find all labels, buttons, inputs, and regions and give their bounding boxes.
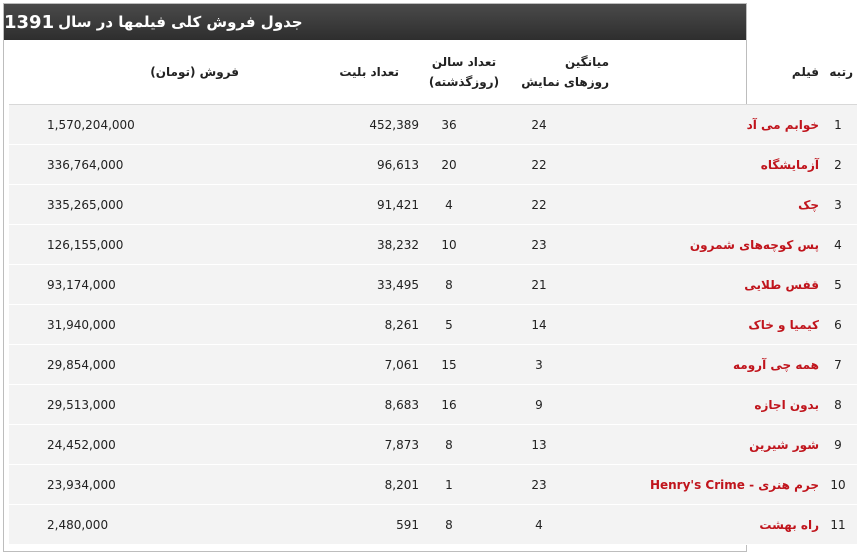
cell-rank: 6: [819, 305, 857, 345]
film-title-link[interactable]: قفس طلایی: [609, 265, 819, 305]
cell-sales: 336,764,000: [9, 145, 289, 185]
cell-tickets: 7,061: [289, 345, 419, 385]
cell-rank: 7: [819, 345, 857, 385]
cell-avg-days: 13: [509, 425, 609, 465]
table-row: [9, 105, 857, 145]
film-title-link[interactable]: پس کوچه‌های شمرون: [609, 225, 819, 265]
film-title-link[interactable]: آزمایشگاه: [609, 145, 819, 185]
film-title-link[interactable]: چک: [609, 185, 819, 225]
cell-halls: 36: [419, 105, 509, 145]
cell-tickets: 452,389: [289, 105, 419, 145]
cell-rank: 3: [819, 185, 857, 225]
header-halls: تعداد سالن (روزگذشته): [419, 40, 509, 105]
cell-halls: 1: [419, 465, 509, 505]
cell-halls: 5: [419, 305, 509, 345]
table-title-bar: [4, 4, 746, 40]
cell-tickets: 38,232: [289, 225, 419, 265]
cell-halls: 8: [419, 265, 509, 305]
box-office-table: [9, 40, 857, 545]
cell-tickets: 33,495: [289, 265, 419, 305]
cell-rank: 5: [819, 265, 857, 305]
sales-table-panel: [3, 3, 853, 552]
cell-halls: 8: [419, 425, 509, 465]
cell-halls: 16: [419, 385, 509, 425]
table-row: [9, 265, 857, 305]
cell-rank: 4: [819, 225, 857, 265]
cell-avg-days: 23: [509, 465, 609, 505]
cell-rank: 11: [819, 505, 857, 545]
header-sales: فروش (تومان): [9, 40, 289, 105]
film-title-link[interactable]: خوابم می آد: [609, 105, 819, 145]
table-row: [9, 385, 857, 425]
cell-sales: 2,480,000: [9, 505, 289, 545]
table-row: [9, 345, 857, 385]
table-row: [9, 305, 857, 345]
table-row: [9, 465, 857, 505]
film-title-link[interactable]: بدون اجازه: [609, 385, 819, 425]
cell-tickets: 96,613: [289, 145, 419, 185]
cell-sales: 31,940,000: [9, 305, 289, 345]
cell-sales: 335,265,000: [9, 185, 289, 225]
cell-rank: 2: [819, 145, 857, 185]
cell-halls: 10: [419, 225, 509, 265]
cell-tickets: 7,873: [289, 425, 419, 465]
cell-avg-days: 3: [509, 345, 609, 385]
table-title: جدول فروش کلی فیلمها در سال: [58, 13, 303, 31]
cell-tickets: 8,683: [289, 385, 419, 425]
cell-tickets: 591: [289, 505, 419, 545]
table-row: [9, 185, 857, 225]
cell-sales: 29,854,000: [9, 345, 289, 385]
cell-sales: 1,570,204,000: [9, 105, 289, 145]
cell-avg-days: 21: [509, 265, 609, 305]
cell-rank: 9: [819, 425, 857, 465]
film-title-link[interactable]: شور شیرین: [609, 425, 819, 465]
table-title-year: 1391: [4, 11, 55, 33]
cell-avg-days: 9: [509, 385, 609, 425]
table-row: [9, 505, 857, 545]
cell-halls: 20: [419, 145, 509, 185]
cell-rank: 1: [819, 105, 857, 145]
film-title-link[interactable]: جرم هنری - Henry's Crime: [609, 465, 819, 505]
film-title-link[interactable]: راه بهشت: [609, 505, 819, 545]
cell-tickets: 8,201: [289, 465, 419, 505]
film-title-link[interactable]: همه چی آرومه: [609, 345, 819, 385]
table-row: [9, 145, 857, 185]
cell-rank: 8: [819, 385, 857, 425]
cell-avg-days: 4: [509, 505, 609, 545]
cell-avg-days: 22: [509, 185, 609, 225]
cell-avg-days: 23: [509, 225, 609, 265]
header-film: فیلم: [609, 40, 819, 105]
film-title-link[interactable]: کیمیا و خاک: [609, 305, 819, 345]
cell-sales: 29,513,000: [9, 385, 289, 425]
header-tickets: تعداد بلیت: [289, 40, 419, 105]
cell-sales: 23,934,000: [9, 465, 289, 505]
table-row: [9, 225, 857, 265]
cell-halls: 15: [419, 345, 509, 385]
cell-tickets: 8,261: [289, 305, 419, 345]
cell-avg-days: 14: [509, 305, 609, 345]
cell-halls: 8: [419, 505, 509, 545]
table-row: [9, 425, 857, 465]
cell-rank: 10: [819, 465, 857, 505]
cell-sales: 126,155,000: [9, 225, 289, 265]
header-avg-days: میانگین روزهای نمایش: [509, 40, 609, 105]
cell-halls: 4: [419, 185, 509, 225]
cell-avg-days: 24: [509, 105, 609, 145]
cell-avg-days: 22: [509, 145, 609, 185]
cell-sales: 24,452,000: [9, 425, 289, 465]
header-rank: رتبه: [819, 40, 857, 105]
table-header-row: [9, 40, 857, 105]
cell-tickets: 91,421: [289, 185, 419, 225]
cell-sales: 93,174,000: [9, 265, 289, 305]
